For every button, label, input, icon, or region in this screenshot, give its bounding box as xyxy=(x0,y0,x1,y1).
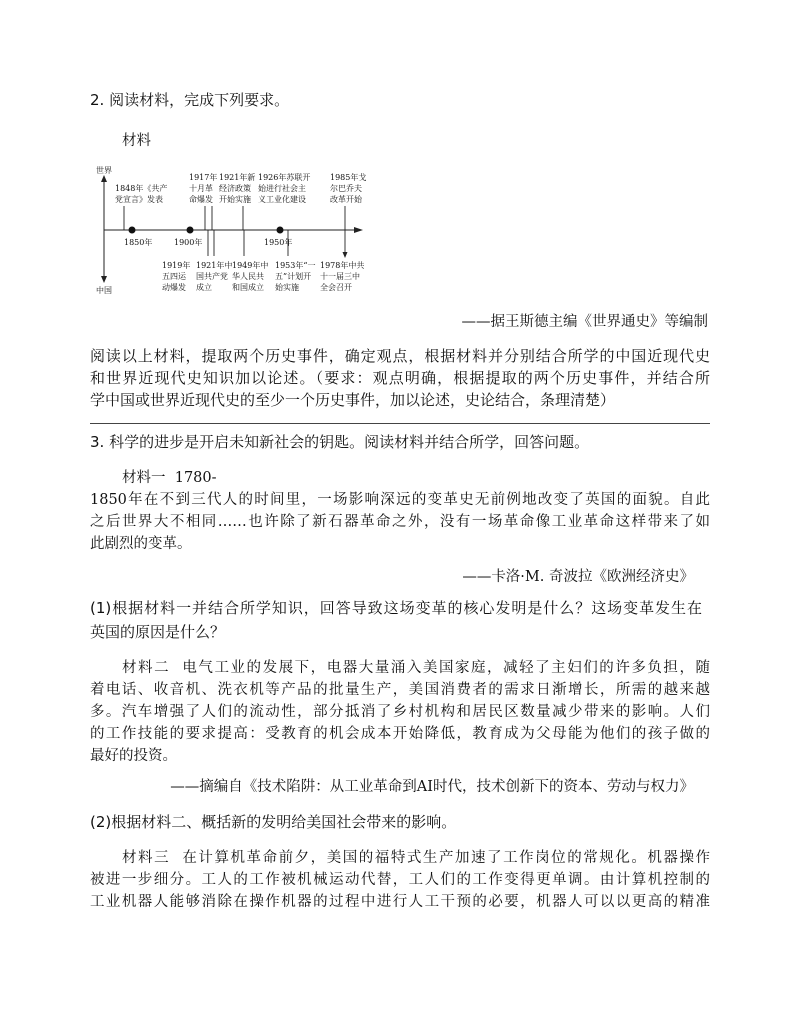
timeline-world-event xyxy=(212,172,255,230)
china-event-line: 1953年“一 xyxy=(275,261,316,270)
q3-material2-source: ——摘编自《技术陷阱：从工业革命到AI时代，技术创新下的资本、劳动与权力》 xyxy=(170,779,694,795)
world-event-line: 1917年 xyxy=(189,173,218,182)
china-event-line: 五四运 xyxy=(162,272,186,281)
q3-material2-line: 着电话、收音机、洗衣机等产品的批量生产，美国消费者的需求日渐增长，所需的越来越 xyxy=(90,682,710,698)
china-event-line: 1949年中 xyxy=(232,261,269,270)
timeline-china-event xyxy=(232,230,268,292)
q3-stem: 3. 科学的进步是开启未知新社会的钥匙。阅读材料并结合所学，回答问题。 xyxy=(90,433,590,451)
timeline-tick-label: 1950年 xyxy=(264,238,293,247)
timeline-world-label: 世界 xyxy=(96,166,112,175)
world-event-line: 始进行社会主 xyxy=(258,184,306,193)
q3-material2-line: 的工作技能的要求提高：受教育的机会成本开始降低，教育成为父母能为他们的孩子做的 xyxy=(90,726,710,742)
world-event-line: 义工业化建设 xyxy=(258,195,306,204)
china-event-line: 和国成立 xyxy=(232,283,264,292)
china-event-line: 1919年 xyxy=(162,261,191,270)
timeline-world-event xyxy=(115,183,167,230)
q3-sub2: (2)根据材料二、概括新的发明给美国社会带来的影响。 xyxy=(90,813,457,831)
timeline-tick-label: 1900年 xyxy=(174,238,203,247)
world-event-line: 经济政策 xyxy=(219,184,251,193)
world-event-line: 1926年苏联开 xyxy=(258,173,311,182)
china-event-line: 1921年中 xyxy=(196,261,233,270)
arrow-up-icon xyxy=(101,175,107,182)
q2-task-line: 和世界近现代史知识加以论述。（要求：观点明确，根据提取的两个历史事件，并结合所 xyxy=(90,369,710,387)
timeline-dot-1950 xyxy=(277,227,284,234)
timeline-dot-1900 xyxy=(187,227,194,234)
china-event-line: 十一届三中 xyxy=(320,272,360,281)
q2-source-citation: ——据王斯德主编《世界通史》等编制 xyxy=(461,314,708,330)
q3-material1-line: 材料一 1780- xyxy=(122,470,217,486)
world-event-line: 尔巴乔夫 xyxy=(330,184,362,193)
timeline-china-label: 中国 xyxy=(96,286,112,295)
world-event-line: 改革开始 xyxy=(330,195,362,204)
world-event-line: 1985年戈 xyxy=(330,173,367,182)
q3-material1-source: ——卡洛·M. 奇波拉《欧洲经济史》 xyxy=(462,569,694,585)
q3-material1-line: 之后世界大不相同……也许除了新石器革命之外，没有一场革命像工业革命这样带来了如 xyxy=(90,514,710,530)
arrow-down-icon xyxy=(343,252,348,258)
q3-material3-line: 材料三 在计算机革命前夕，美国的福特式生产加速了工作岗位的常规化。机器操作 xyxy=(122,850,710,866)
q3-material3-line: 工业机器人能够消除在操作机器的过程中进行人工干预的必要，机器人可以以更高的精准 xyxy=(90,894,710,910)
world-event-line: 开始实施 xyxy=(219,195,251,204)
world-event-line: 1848年《共产 xyxy=(115,184,168,193)
arrow-right-icon xyxy=(354,227,363,233)
china-event-line: 1978年中共 xyxy=(320,261,365,270)
q3-material2-line: 材料二 电气工业的发展下，电器大量涌入美国家庭，减轻了主妇们的许多负担，随 xyxy=(122,660,710,676)
q2-task-line: 学中国或世界近现代史的至少一个历史事件，加以论述，史论结合，条理清楚） xyxy=(90,391,616,409)
arrow-down-icon xyxy=(101,276,107,283)
china-event-line: 始实施 xyxy=(275,283,299,292)
timeline-world-event xyxy=(330,172,366,230)
q2-task-line: 阅读以上材料，提取两个历史事件，确定观点，根据材料并分别结合所学的中国近现代史 xyxy=(90,347,710,365)
china-event-line: 五”计划开 xyxy=(275,272,312,281)
world-event-line: 党宣言》发表 xyxy=(115,195,163,204)
china-event-line: 动爆发 xyxy=(162,283,186,292)
q3-material2-line: 多。汽车增强了人们的流动性，部分抵消了乡村机构和居民区数量减少带来的影响。人们 xyxy=(90,704,710,720)
q3-sub1-line: (1)根据材料一并结合所学知识，回答导致这场变革的核心发明是什么？这场变革发生在 xyxy=(90,599,702,617)
q3-material1-line: 此剧烈的变革。 xyxy=(90,536,192,552)
world-event-line: 十月革 xyxy=(189,184,213,193)
section-divider xyxy=(90,423,710,424)
q3-material2-line: 最好的投资。 xyxy=(90,748,177,764)
q3-material1-line: 1850年在不到三代人的时间里，一场影响深远的变革史无前例地改变了英国的面貌。自此 xyxy=(90,492,710,508)
q2-stem: 2. 阅读材料，完成下列要求。 xyxy=(90,91,290,109)
world-event-line: 命爆发 xyxy=(189,195,213,204)
timeline-china-event xyxy=(320,230,364,292)
q3-material3-line: 被进一步细分。工人的工作被机械运动代替，工人们的工作变得更单调。由计算机控制的 xyxy=(90,872,710,888)
world-event-line: 1921年新 xyxy=(219,173,256,182)
timeline-dot-1850 xyxy=(129,227,136,234)
q2-material-label: 材料 xyxy=(122,133,151,149)
history-timeline xyxy=(88,158,388,296)
timeline-tick-label: 1850年 xyxy=(124,238,153,247)
q3-sub1-line: 英国的原因是什么？ xyxy=(90,623,226,641)
china-event-line: 国共产党 xyxy=(196,272,228,281)
timeline-world-event xyxy=(189,172,217,230)
china-event-line: 成立 xyxy=(196,283,212,292)
china-event-line: 华人民共 xyxy=(232,272,264,281)
china-event-line: 全会召开 xyxy=(320,283,352,292)
